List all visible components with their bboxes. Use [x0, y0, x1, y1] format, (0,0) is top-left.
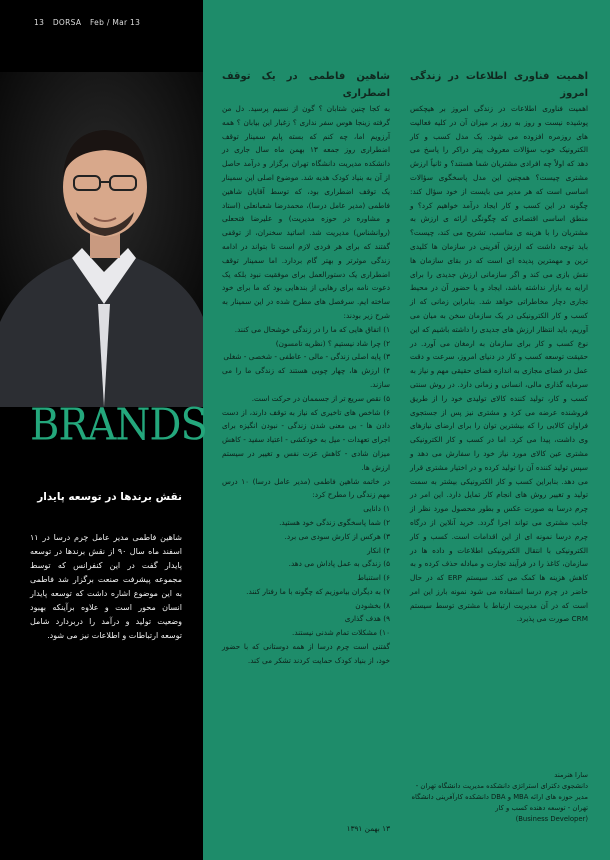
author-signature — [410, 770, 588, 825]
lesson-item: ۸) بخشودن — [355, 600, 390, 610]
article-date: ۱۳ بهمن ۱۳۹۱ — [346, 824, 390, 833]
article-seminar-closing: گفتنی است چرم درسا از همه دوستانی که با حضور خود، از بنیاد کودک حمایت کردند تشکر می کند. — [222, 642, 390, 665]
author-bio: دانشجوی دکترای استراتژی دانشکده مدیریت دانشگاه تهران - مدیر حوزه های ارائه MBA و DBA دانشکده کارآفرینی دانشگاه تهران - توسعه دهنده کسب و کار — [411, 782, 588, 812]
lesson-item: ۹) هدف گذاری — [344, 614, 390, 624]
lesson-item: ۱۰) مشکلات تمام شدنی نیستند. — [292, 628, 390, 638]
brands-heading: BRANDS — [30, 400, 207, 451]
sidebar-title: نقش برندها در توسعه پایدار — [37, 491, 182, 503]
sidebar-body: شاهین فاطمی مدیر عامل چرم درسا در ۱۱ اسفند ماه سال ۹۰ از نقش برندها در توسعه پایدار گفت در این کنفرانس که توسط مجموعه پیشرفت صنعت برگزار شد فاطمی به این موضوع اشاره داشت که توسعه پایدار انسان محور است و علاوه برآینکه بهبود وضعیت تولید و درآمد را دربردارد شامل توسعه ارتباطات و اطلاعات نیز می شود. — [30, 533, 182, 640]
page-header — [34, 18, 146, 27]
article-seminar-body: به کجا چنین شتابان ؟ گون از نسیم پرسید. دل من گرفته زینجا هوس سفر نداری ؟ زغبار این بیابان ؟ همه آرزویم اما، چه کنم که بسته پایم سمینار توقف اضطراری روز جمعه ۱۳ بهمن ماه سال جاری در دانشکده مدیریت دانشگاه تهران برگزار و درآمد حاصل از آن به بنیاد کودک هدیه شد. موضوع اصلی این سمینار یک توقف اضطراری بود، که توسط آقایان شاهین فاطمی (مدیر عامل درسا)، محمدرضا شعبانعلی (استاد و مشاوره در حوزه مدیریت) و علیرضا فتحعلی (روانشناس) مدیریت شد. اساتید سخنران، از توقفی گفتند که برای هر فردی لازم است تا بتواند در ادامه زندگی موثرتر و بهتر گام بردارد. اما سمینار توقف اضطراری یک دستورالعمل برای موفقیت نبود بلکه یک دعوت نامه برای رهایی از بندهایی بود که ما برای خود ساخته ایم. سرفصل های مطرح شده در این سمینار به شرح زیر بودند: — [222, 104, 390, 320]
article-seminar — [222, 68, 390, 668]
page-number: 13 — [34, 18, 45, 27]
lesson-item: ۶) استنباط — [357, 573, 390, 583]
article-it-title: اهمیت فناوری اطلاعات در زندگی امروز — [410, 71, 588, 99]
portrait-illustration — [0, 72, 203, 407]
lesson-item: ۲) شما پاسخگوی زندگی خود هستید. — [279, 517, 390, 527]
author-role: (Business Developer) — [515, 815, 588, 823]
topic-item: ۱) اتفاق هایی که ما را در زندگی خوشحال می کنند. — [234, 324, 390, 334]
lessons-intro: در خاتمه شاهین فاطمی (مدیر عامل درسا) ۱۰ درس مهم زندگی را مطرح کرد: — [222, 476, 390, 500]
article-it — [410, 68, 588, 626]
lesson-item: ۵) زندگی به عمل پاداش می دهد. — [288, 559, 390, 569]
article-seminar-title: شاهین فاطمی در یک توقف اضطراری — [222, 71, 390, 99]
topic-item: ۶) شاخص های تاخیری که نیاز به توقف دارند، از دست دادن ها - بی معنی شدن زندگی - نبودن انگیزه برای اجرای تعهدات - میل به خودکشی - اعتیاد سفید - کاهش میزان شادی - کاهش عزت نفس و تغییر در سیستم ارزش ها. — [222, 407, 390, 472]
author-name: سارا هنرمند — [554, 771, 588, 779]
lesson-item: ۳) هرکس از کارش سودی می برد. — [284, 531, 390, 541]
lesson-item: ۱) دانایی — [363, 504, 390, 514]
topic-item: ۴) ارزش ها، چهار چوبی هستند که زندگی ما را می سازند. — [222, 366, 390, 389]
topic-item: ۳) پایه اصلی زندگی - مالی - عاطفی - شخصی - شغلی — [223, 352, 390, 362]
lesson-item: ۷) به دیگران بیاموزیم که چگونه با ما رفتار کنند. — [246, 586, 390, 596]
lesson-item: ۴) انکار — [367, 545, 390, 555]
topic-item: ۵) نقص سریع تر از جسممان در حرکت است. — [251, 393, 390, 403]
topic-item: ۲) چرا شاد نیستیم ؟ (نظریه تامسون) — [275, 338, 390, 348]
portrait-photo — [0, 72, 203, 407]
magazine-name: DORSA — [52, 18, 82, 27]
article-it-body: اهمیت فناوری اطلاعات در زندگی امروز بر هیچکس پوشیده نیست و روز به روز بر میزان آن در کلیه فعالیت های روزمره افزوده می شود. یک مدل کسب و کار الکترونیک خوب سؤالات معروف پیتر دراکر را پاسخ می دهد که اولاً چه افرادی مشتریان شما هستند؟ و ثانیاً ارزش مشتری چیست؟ همچنین این مدل پاسخگوی سؤالات اساسی است که هر مدیر می بایست از خود سؤال کند: چگونه در این کسب و کار ایجاد درآمد خواهیم کرد؟ و منطق اساسی اقتصادی که چگونگی ارائه ی ارزش به مشتریان را با هزینه ی مناسب، تشریح می کند، چیست؟ باید توجه داشت که ارزش آفرینی در سازمان ها کلیدی ترین و مهمترین پدیده ای است که در بقای سازمان ها نقش بازی می کند و اگر سازمانی ارزش جدیدی را برای ارایه به بازار نداشته باشد، ایجاد و یا حضور آن در محیط تجاری دچار مخاطراتی خواهد شد. بنابراین زمانی که از کسب و کار الکترونیکی در یک سازمان سخن به میان می آوریم، باید انتظار ارزش های جدیدی را داشته باشیم که این نوع کسب و کار برای سازمان به ارمغان می آورد. در حقیقت توسعه کسب و کار در دنیای امروز، سرعت و دقت عمل در فضای مجازی به اندازه فضای حقیقی مهم و نیاز به سرمایه گذاری مالی، انسانی و زمانی دارد. در روش سنتی کسب و کار، تولید کننده کالای تولیدی خود را از طریق فروشنده عرضه می کرد و مشتری نیز پس از جستجوی فراوان کالایی را که بیشترین توان را برای ارضای نیازهای وی داشت، پیدا می کرد. اما در کسب و کار الکترونیکی مشتری عین کالای مورد نیاز خود را سفارش می دهد و سپس تولید کننده آن را تولید کرده و در اختیار مشتری قرار می دهد. بنابراین کسب و کار الکترونیکی بیشتر به سمت تولید و تغییر روش های انجام کار تمایل دارد. این امر در چرم درسا به صورت عکس و بطور محصول مورد نظر از جانب مشتری می تواند اجرا گردد. خرید آنلاین از درگاه چرم درسا نمونه ای از این اقدامات است. کسب و کار الکترونیکی با انتقال الکترونیکی اطلاعات و داده ها در سازمان، کاغذ را در فرآیند تجارت و مبادله حذف کرده و به کاهش هزینه ها کمک می کند. سیستم ERP که در حال حاضر در چرم درسا استفاده می شود نمونه بارز این امر است که در آن مدیریت ارتباط با مشتری توسط سیستم CRM صورت می پذیرد. — [410, 104, 588, 624]
issue-date: Feb / Mar 13 — [89, 18, 141, 27]
